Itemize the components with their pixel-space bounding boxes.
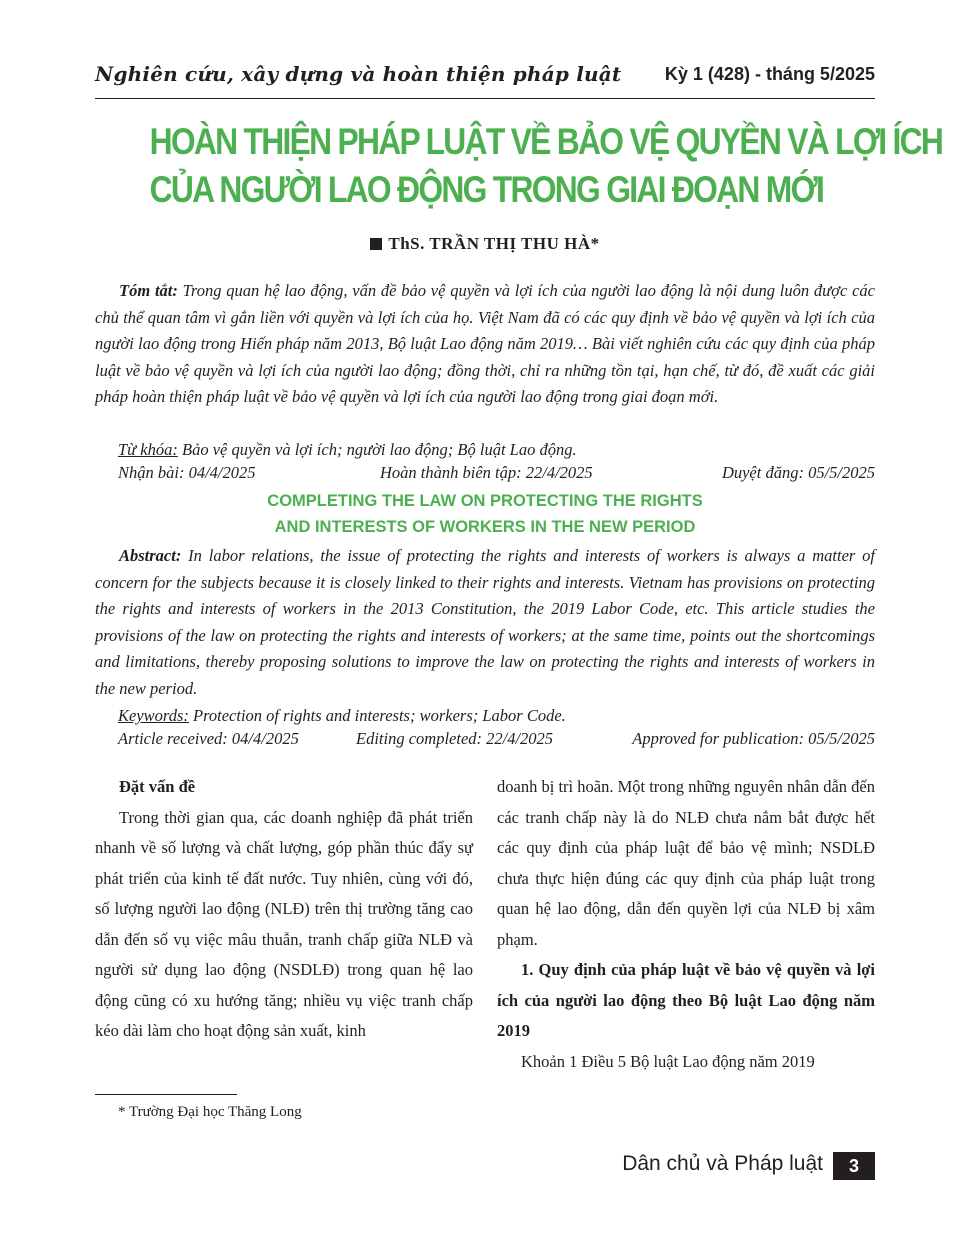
- magazine-name: Dân chủ và Pháp luật: [622, 1152, 823, 1175]
- keywords-vi-label: Từ khóa:: [118, 440, 178, 459]
- abstract-en: [95, 543, 875, 702]
- body-column-right: [497, 772, 875, 1077]
- body-column-left: [95, 772, 473, 1047]
- article-title-line-1: HOÀN THIỆN PHÁP LUẬT VỀ BẢO VỆ QUYỀN VÀ LỢI ÍCH: [149, 121, 943, 162]
- dates-vi: [118, 463, 875, 489]
- keywords-en-label: Keywords:: [118, 706, 189, 725]
- author-byline: [95, 234, 875, 254]
- section-heading: Đặt vấn đề: [119, 777, 196, 796]
- author-name: ThS. TRẦN THỊ THU HÀ*: [388, 234, 600, 253]
- article-title-line-2: CỦA NGƯỜI LAO ĐỘNG TRONG GIAI ĐOẠN MỚI: [149, 169, 824, 210]
- received-date-vi: Nhận bài: 04/4/2025: [118, 463, 256, 482]
- approved-date-vi: Duyệt đăng: 05/5/2025: [721, 463, 875, 482]
- dates-en: [118, 729, 875, 755]
- square-bullet-icon: [370, 238, 382, 250]
- article-title: [149, 118, 943, 214]
- keywords-en: [118, 703, 875, 729]
- english-title: [95, 488, 875, 540]
- section-1-heading: 1. Quy định của pháp luật về bảo vệ quyền và lợi ích của người lao động theo Bộ luật Lao động năm 2019: [497, 960, 875, 1040]
- header-rule: [95, 98, 875, 99]
- abstract-en-text: In labor relations, the issue of protecting the rights and interests of workers is always a matter of concern for the subjects because it is closely linked to their rights and interests. Vietnam has provisions on protecting the rights and interests of workers in the 2013 Constitution, the 2019 Labor Code, etc. This article studies the provisions of the law on protecting the rights and interests of workers; at the same time, points out the shortcomings and limitations, thereby proposing solutions to improve the law on protecting the rights and interests of workers in the new period.: [95, 546, 875, 698]
- keywords-vi: [118, 437, 875, 463]
- journal-section-name: Nghiên cứu, xây dựng và hoàn thiện pháp luật: [95, 62, 622, 86]
- approved-date-en: Approved for publication: 05/5/2025: [632, 729, 875, 748]
- english-title-line-1: COMPLETING THE LAW ON PROTECTING THE RIGHTS: [267, 492, 703, 510]
- section-1-paragraph: Khoản 1 Điều 5 Bộ luật Lao động năm 2019: [521, 1051, 815, 1071]
- keywords-vi-text: Bảo vệ quyền và lợi ích; người lao động; Bộ luật Lao động.: [177, 440, 577, 459]
- intro-paragraph-continued: doanh bị trì hoãn. Một trong những nguyên nhân dẫn đến các tranh chấp này là do NLĐ chưa nắm bắt được hết các quy định của pháp luật để bảo vệ mình; NSDLĐ chưa thực hiện đúng các quy định của pháp luật trong quan hệ lao động, dẫn đến quyền lợi của NLĐ bị xâm phạm.: [497, 777, 875, 949]
- issue-number: Kỳ 1 (428) - tháng 5/2025: [664, 64, 875, 84]
- footnote-rule: [95, 1094, 237, 1095]
- edited-date-vi: Hoàn thành biên tập: 22/4/2025: [380, 463, 593, 482]
- abstract-vi-text: Trong quan hệ lao động, vấn đề bảo vệ quyền và lợi ích của người lao động là nội dung luôn được các chủ thể quan tâm vì gắn liền với quyền và lợi ích của họ. Việt Nam đã có các quy định về bảo vệ quyền và lợi ích của người lao động trong Hiến pháp năm 2013, Bộ luật Lao động năm 2019… Bài viết nghiên cứu các quy định của pháp luật về bảo vệ quyền và lợi ích của người lao động; đồng thời, chỉ ra những tồn tại, hạn chế, từ đó, đề xuất các giải pháp hoàn thiện pháp luật về bảo vệ quyền và lợi ích của người lao động trong giai đoạn mới.: [95, 281, 875, 406]
- abstract-en-label: Abstract:: [119, 546, 182, 565]
- intro-paragraph: Trong thời gian qua, các doanh nghiệp đã phát triển nhanh về số lượng và chất lượng, góp phần thúc đẩy sự phát triển của kinh tế đất nước. Tuy nhiên, cùng với đó, số lượng người lao động (NLĐ) trên thị trường tăng cao dẫn đến số vụ việc mâu thuẫn, tranh chấp giữa NLĐ và người sử dụng lao động (NSDLĐ) trong quan hệ lao động cũng có xu hướng tăng; nhiều vụ việc tranh chấp kéo dài làm cho hoạt động sản xuất, kinh: [95, 807, 473, 1040]
- running-header: [95, 62, 875, 98]
- keywords-en-text: Protection of rights and interests; workers; Labor Code.: [188, 706, 566, 725]
- author-affiliation-footnote: * Trường Đại học Thăng Long: [118, 1104, 302, 1120]
- english-title-line-2: AND INTERESTS OF WORKERS IN THE NEW PERIOD: [274, 518, 696, 536]
- page-number: 3: [833, 1152, 875, 1180]
- abstract-vi-label: Tóm tắt:: [119, 281, 178, 300]
- abstract-vi: [95, 278, 875, 411]
- received-date-en: Article received: 04/4/2025: [118, 729, 299, 748]
- edited-date-en: Editing completed: 22/4/2025: [356, 729, 554, 748]
